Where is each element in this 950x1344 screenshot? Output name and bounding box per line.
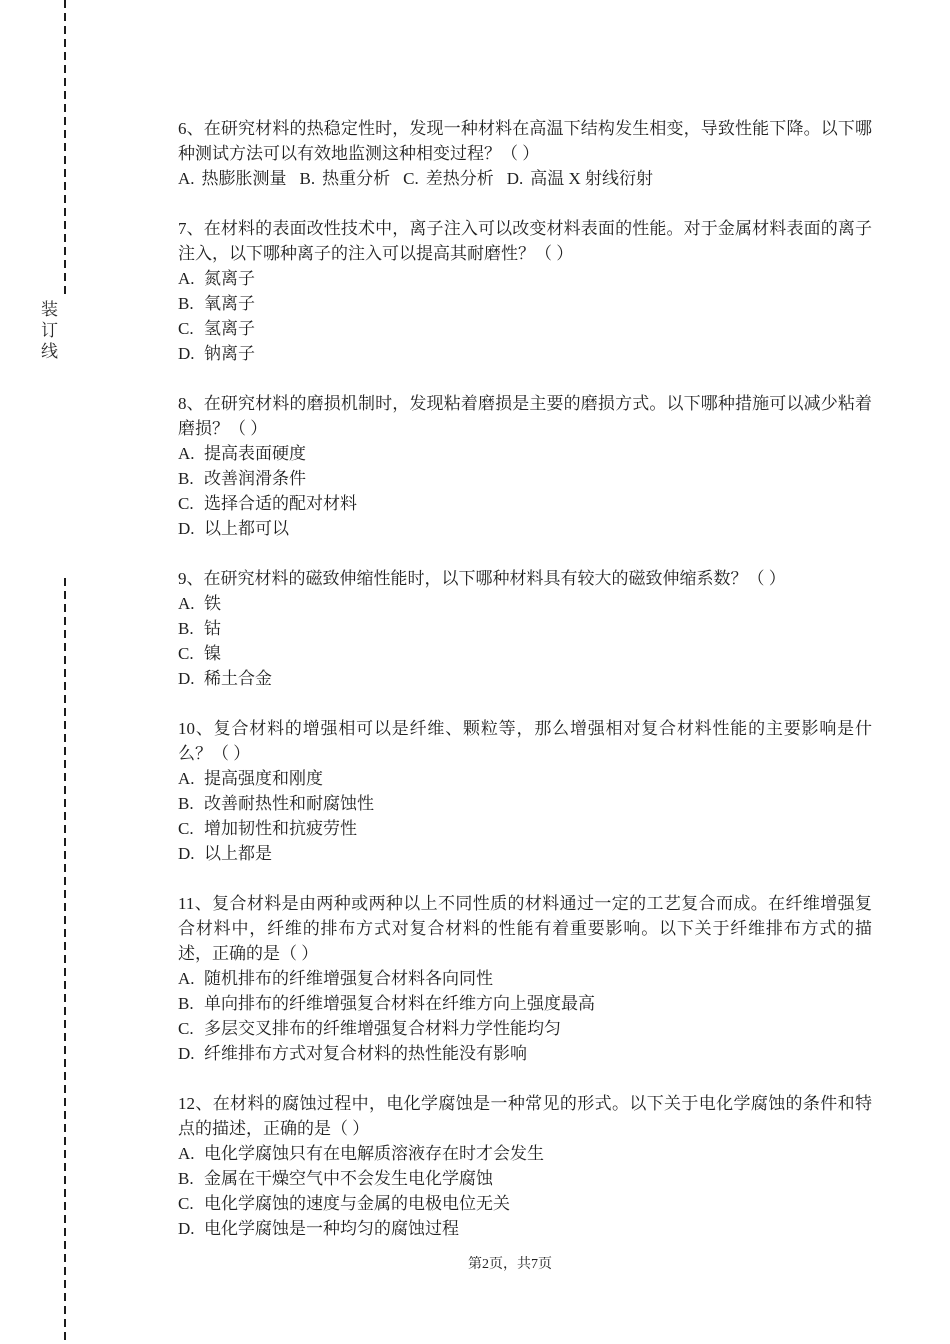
option-label: D. bbox=[178, 844, 195, 863]
question-options bbox=[178, 766, 872, 866]
option-text: 氢离子 bbox=[204, 319, 255, 338]
option-label: C. bbox=[178, 819, 194, 838]
question-stem: 10、复合材料的增强相可以是纤维、颗粒等，那么增强相对复合材料性能的主要影响是什么？（ ） bbox=[178, 719, 872, 763]
option-text: 差热分析 bbox=[425, 169, 494, 188]
option-label: A. bbox=[178, 769, 195, 788]
option-label: C. bbox=[403, 169, 419, 188]
option-label: B. bbox=[178, 1169, 194, 1188]
question-8-option-d bbox=[178, 516, 872, 541]
question-stem: 6、在研究材料的热稳定性时，发现一种材料在高温下结构发生相变，导致性能下降。以下哪种测试方法可以有效地监测这种相变过程？（ ） bbox=[178, 119, 872, 163]
question-block-7 bbox=[178, 216, 872, 366]
question-9-option-a bbox=[178, 591, 872, 616]
page-footer: 第2页，共7页 bbox=[468, 1257, 552, 1272]
question-7-option-b bbox=[178, 291, 872, 316]
question-12-option-c bbox=[178, 1191, 872, 1216]
question-options bbox=[178, 266, 872, 366]
option-text: 增加韧性和抗疲劳性 bbox=[204, 819, 357, 838]
option-text: 钴 bbox=[204, 619, 221, 638]
option-label: C. bbox=[178, 319, 194, 338]
option-label: A. bbox=[178, 444, 195, 463]
question-block-11 bbox=[178, 891, 872, 1066]
question-9-option-c bbox=[178, 641, 872, 666]
question-10-option-c bbox=[178, 816, 872, 841]
question-11-option-b bbox=[178, 991, 872, 1016]
option-label: D. bbox=[178, 1219, 195, 1238]
questions-area bbox=[178, 116, 872, 1266]
option-label: B. bbox=[178, 294, 194, 313]
option-label: A. bbox=[178, 594, 195, 613]
question-7-option-a bbox=[178, 266, 872, 291]
option-text: 改善润滑条件 bbox=[204, 469, 306, 488]
option-label: D. bbox=[178, 1044, 195, 1063]
question-9-option-b bbox=[178, 616, 872, 641]
question-options bbox=[178, 591, 872, 691]
option-text: 氮离子 bbox=[204, 269, 255, 288]
question-11-option-c bbox=[178, 1016, 872, 1041]
question-block-6 bbox=[178, 116, 872, 191]
option-text: 提高强度和刚度 bbox=[204, 769, 323, 788]
option-text: 热膨胀测量 bbox=[201, 169, 287, 188]
option-label: D. bbox=[506, 169, 524, 188]
option-text: 以上都是 bbox=[204, 844, 272, 863]
binding-line-top bbox=[64, 0, 66, 294]
option-text: 提高表面硬度 bbox=[204, 444, 306, 463]
question-options bbox=[178, 166, 872, 191]
option-label: C. bbox=[178, 1019, 194, 1038]
option-label: C. bbox=[178, 644, 194, 663]
option-text: 铁 bbox=[204, 594, 221, 613]
option-label: A. bbox=[178, 169, 195, 188]
question-8-option-c bbox=[178, 491, 872, 516]
option-text: 高温 X 射线衍射 bbox=[530, 169, 654, 188]
option-text: 钠离子 bbox=[204, 344, 255, 363]
question-12-option-b bbox=[178, 1166, 872, 1191]
option-label: B. bbox=[299, 169, 316, 188]
option-text: 改善耐热性和耐腐蚀性 bbox=[204, 794, 374, 813]
question-stem: 12、在材料的腐蚀过程中，电化学腐蚀是一种常见的形式。以下关于电化学腐蚀的条件和特点的描述，正确的是（ ） bbox=[178, 1094, 872, 1138]
question-7-option-c bbox=[178, 316, 872, 341]
option-text: 纤维排布方式对复合材料的热性能没有影响 bbox=[204, 1044, 527, 1063]
option-label: A. bbox=[178, 1144, 195, 1163]
question-block-10 bbox=[178, 716, 872, 866]
question-10-option-b bbox=[178, 791, 872, 816]
option-text: 单向排布的纤维增强复合材料在纤维方向上强度最高 bbox=[204, 994, 595, 1013]
option-text: 多层交叉排布的纤维增强复合材料力学性能均匀 bbox=[204, 1019, 561, 1038]
option-label: B. bbox=[178, 619, 194, 638]
option-text: 选择合适的配对材料 bbox=[204, 494, 357, 513]
option-label: D. bbox=[178, 669, 195, 688]
option-label: A. bbox=[178, 269, 195, 288]
question-6-option-a bbox=[178, 166, 287, 191]
option-label: C. bbox=[178, 494, 194, 513]
option-text: 氧离子 bbox=[204, 294, 255, 313]
option-label: B. bbox=[178, 469, 194, 488]
question-9-option-d bbox=[178, 666, 872, 691]
option-label: B. bbox=[178, 794, 194, 813]
option-text: 随机排布的纤维增强复合材料各向同性 bbox=[204, 969, 493, 988]
question-7-option-d bbox=[178, 341, 872, 366]
option-text: 电化学腐蚀只有在电解质溶液存在时才会发生 bbox=[204, 1144, 544, 1163]
option-text: 电化学腐蚀的速度与金属的电极电位无关 bbox=[204, 1194, 510, 1213]
question-block-12 bbox=[178, 1091, 872, 1241]
question-stem: 11、复合材料是由两种或两种以上不同性质的材料通过一定的工艺复合而成。在纤维增强复合材料中，纤维的排布方式对复合材料的性能有着重要影响。以下关于纤维排布方式的描述，正确的是（ ） bbox=[178, 894, 872, 963]
option-label: C. bbox=[178, 1194, 194, 1213]
question-options bbox=[178, 966, 872, 1066]
question-10-option-a bbox=[178, 766, 872, 791]
option-text: 电化学腐蚀是一种均匀的腐蚀过程 bbox=[204, 1219, 459, 1238]
option-text: 镍 bbox=[204, 644, 221, 663]
option-label: D. bbox=[178, 344, 195, 363]
question-11-option-d bbox=[178, 1041, 872, 1066]
question-10-option-d bbox=[178, 841, 872, 866]
binding-line-label: 装订线 bbox=[38, 300, 57, 363]
question-block-8 bbox=[178, 391, 872, 541]
question-12-option-d bbox=[178, 1216, 872, 1241]
option-text: 稀土合金 bbox=[204, 669, 272, 688]
question-block-9 bbox=[178, 566, 872, 691]
option-text: 金属在干燥空气中不会发生电化学腐蚀 bbox=[204, 1169, 493, 1188]
binding-line-bottom bbox=[64, 578, 66, 1344]
question-options bbox=[178, 1141, 872, 1241]
question-8-option-a bbox=[178, 441, 872, 466]
option-text: 热重分析 bbox=[322, 169, 391, 188]
question-options bbox=[178, 441, 872, 541]
question-6-option-d bbox=[507, 166, 653, 191]
option-label: D. bbox=[178, 519, 195, 538]
option-label: A. bbox=[178, 969, 195, 988]
option-text: 以上都可以 bbox=[204, 519, 289, 538]
option-label: B. bbox=[178, 994, 194, 1013]
question-6-option-c bbox=[403, 166, 494, 191]
question-stem: 9、在研究材料的磁致伸缩性能时，以下哪种材料具有较大的磁致伸缩系数？（ ） bbox=[178, 569, 786, 588]
question-stem: 8、在研究材料的磨损机制时，发现粘着磨损是主要的磨损方式。以下哪种措施可以减少粘着磨损？（ ） bbox=[178, 394, 872, 438]
question-stem: 7、在材料的表面改性技术中，离子注入可以改变材料表面的性能。对于金属材料表面的离子注入，以下哪种离子的注入可以提高其耐磨性？（ ） bbox=[178, 219, 872, 263]
question-6-option-b bbox=[300, 166, 391, 191]
question-12-option-a bbox=[178, 1141, 872, 1166]
question-11-option-a bbox=[178, 966, 872, 991]
question-8-option-b bbox=[178, 466, 872, 491]
